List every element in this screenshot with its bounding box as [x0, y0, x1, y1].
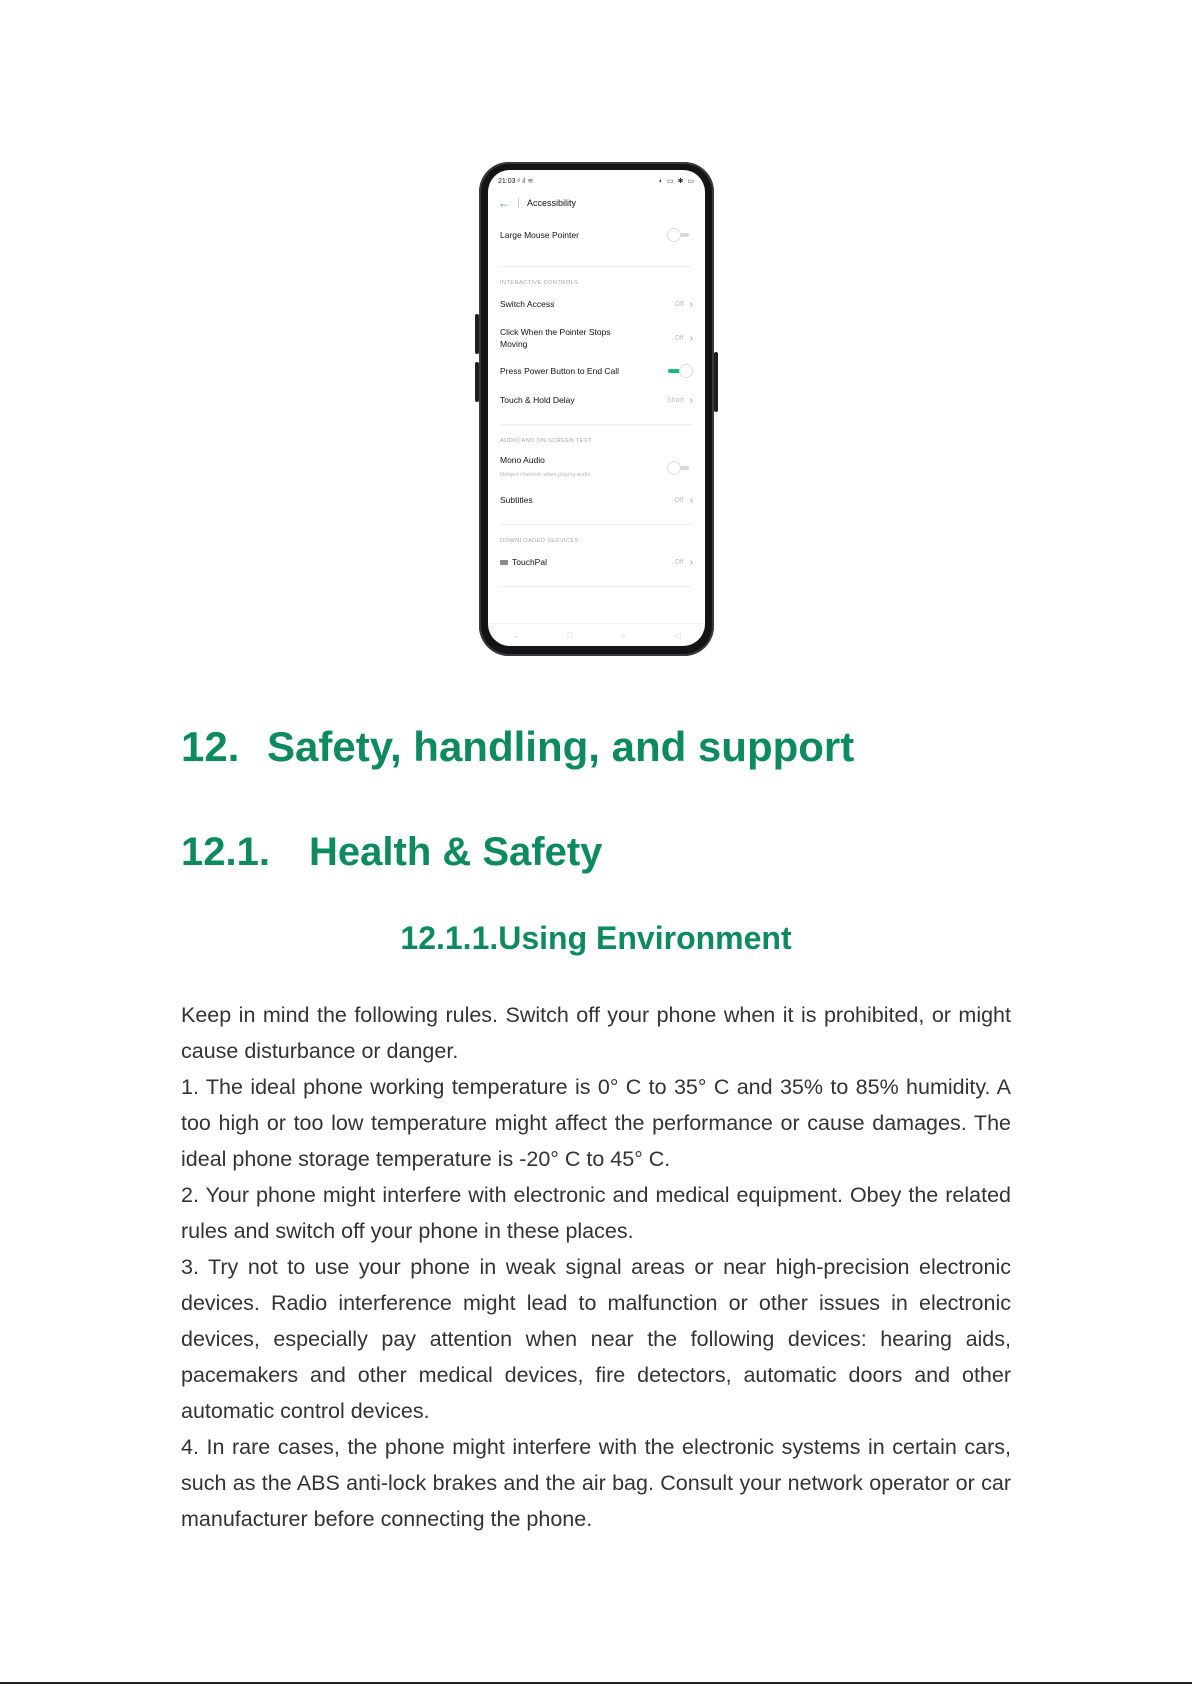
- status-bar: [488, 170, 705, 192]
- section-number: 12.1.: [181, 830, 270, 874]
- chapter-heading: [181, 723, 854, 771]
- divider: [500, 586, 693, 587]
- footer-rule: [0, 1682, 1192, 1684]
- toggle-switch[interactable]: [667, 461, 693, 475]
- appbar-title: Accessibility: [527, 198, 577, 208]
- back-triangle-icon[interactable]: ◁: [674, 629, 682, 640]
- chevron-right-icon: ›: [689, 394, 693, 406]
- power-button: [714, 352, 718, 412]
- setting-value: Off: [674, 558, 684, 566]
- paragraph: 3. Try not to use your phone in weak signal areas or near high-precision electronic devices. Radio interference might lead to malfunction or other issues in electronic devices, especially pay attention when near the following devices: hearing aids, pacemakers and other medical devices, fire detectors, automatic doors and other automatic control devices.: [181, 1255, 1011, 1423]
- setting-label: Large Mouse Pointer: [500, 230, 579, 240]
- app-bar: [488, 192, 705, 214]
- section-header: INTERACTIVE CONTROLS: [500, 280, 579, 286]
- setting-value: Short: [666, 396, 684, 404]
- status-time: 21:03: [498, 178, 516, 185]
- setting-large-mouse-pointer[interactable]: [500, 228, 693, 242]
- setting-label: Click When the Pointer Stops Moving: [500, 327, 611, 349]
- volume-button: [475, 362, 479, 402]
- chevron-right-icon: ›: [689, 298, 693, 310]
- setting-value: Off: [674, 334, 684, 342]
- chevron-right-icon: ›: [689, 494, 693, 506]
- phone-screen: [488, 170, 705, 646]
- setting-description: Merges channels when playing audio: [500, 472, 591, 478]
- chapter-title: Safety, handling, and support: [267, 723, 855, 770]
- home-icon[interactable]: ○: [620, 630, 627, 640]
- setting-subtitles[interactable]: [500, 494, 693, 506]
- section-header: DOWNLOADED SERVICES: [500, 538, 579, 544]
- setting-click-pointer-stops[interactable]: [500, 326, 693, 350]
- keyboard-icon: [500, 560, 508, 565]
- section-title: Health & Safety: [309, 830, 603, 874]
- setting-touch-hold-delay[interactable]: [500, 394, 693, 406]
- body-text: [181, 997, 1011, 1537]
- divider: [500, 266, 693, 267]
- divider: [500, 424, 693, 425]
- setting-value: Off: [674, 300, 684, 308]
- divider: [500, 524, 693, 525]
- setting-value: Off: [674, 496, 684, 504]
- signal-icons: ᵖ ıl ≋: [517, 178, 534, 185]
- phone-screenshot: [479, 162, 714, 656]
- section-header: AUDIO AND ON-SCREEN TEXT: [500, 438, 592, 444]
- status-icons: ◐ ▭ ✱ ▭: [658, 178, 695, 185]
- paragraph: Keep in mind the following rules. Switch off your phone when it is prohibited, or might cause disturbance or danger.: [181, 1003, 1011, 1063]
- paragraph: 1. The ideal phone working temperature is 0° C to 35° C and 35% to 85% humidity. A too high or too low temperature might affect the performance or cause damages. The ideal phone storage temperature is -20° C to 45° C.: [181, 1075, 1011, 1171]
- arrow-left-icon[interactable]: ←: [498, 196, 510, 210]
- recents-icon[interactable]: □: [567, 630, 573, 640]
- setting-label: Mono Audio: [500, 455, 545, 465]
- nav-bar: [488, 623, 705, 646]
- chevron-down-icon[interactable]: ⌄: [511, 629, 520, 640]
- setting-touchpal[interactable]: [500, 556, 693, 568]
- volume-button: [475, 314, 479, 354]
- setting-switch-access[interactable]: [500, 298, 693, 310]
- setting-label: Press Power Button to End Call: [500, 366, 620, 376]
- chapter-number: 12.: [181, 723, 240, 770]
- setting-power-button-end-call[interactable]: [500, 364, 693, 378]
- toggle-switch[interactable]: [667, 228, 693, 242]
- setting-label: Switch Access: [500, 299, 555, 309]
- toggle-switch[interactable]: [667, 364, 693, 378]
- paragraph: 4. In rare cases, the phone might interfere with the electronic systems in certain cars, such as the ABS anti-lock brakes and the air bag. Consult your network operator or car manufacturer before connecting the phone.: [181, 1435, 1011, 1531]
- setting-label: Touch & Hold Delay: [500, 395, 575, 405]
- subsection-heading: 12.1.1.Using Environment: [400, 920, 792, 956]
- appbar-divider: [518, 198, 519, 208]
- setting-label: Subtitles: [500, 495, 533, 505]
- setting-mono-audio[interactable]: [500, 454, 693, 481]
- section-heading: [181, 830, 602, 875]
- paragraph: 2. Your phone might interfere with electronic and medical equipment. Obey the related rules and switch off your phone in these places.: [181, 1183, 1011, 1243]
- chevron-right-icon: ›: [689, 332, 693, 344]
- chevron-right-icon: ›: [689, 556, 693, 568]
- setting-label: TouchPal: [512, 557, 547, 567]
